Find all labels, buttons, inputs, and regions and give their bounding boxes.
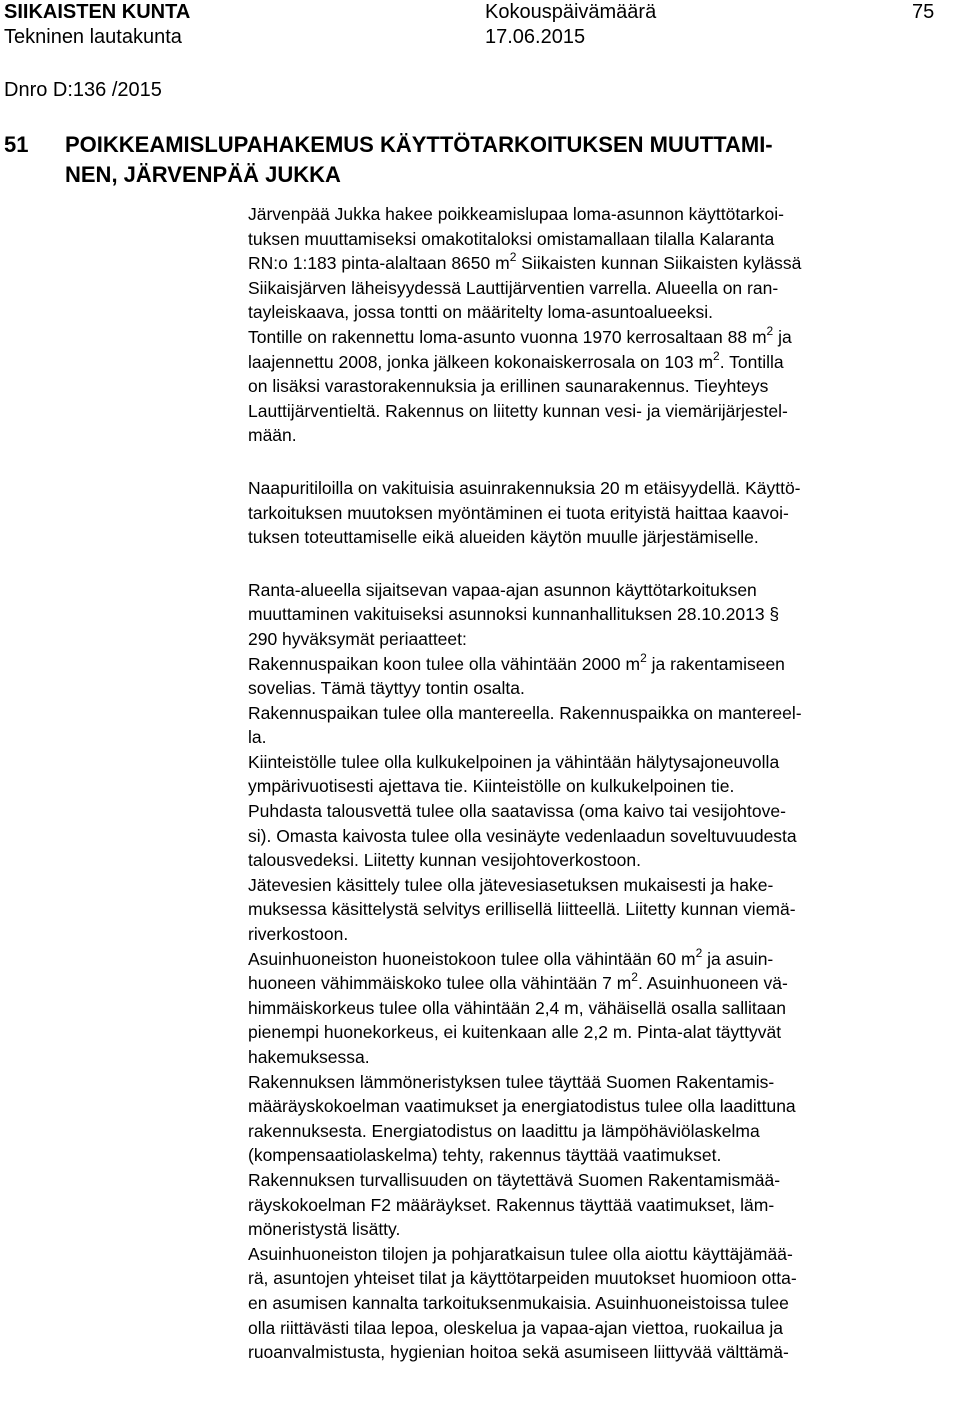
section-title-line: POIKKEAMISLUPAHAKEMUS KÄYTTÖTARKOITUKSEN MUUTTAMI-: [65, 132, 773, 157]
text-line: muuttaminen vakituiseksi asunnoksi kunnanhallituksen 28.10.2013 §: [248, 604, 780, 625]
section-title: [65, 130, 955, 190]
text-line: Jätevesien käsittely tulee olla jätevesiasetuksen mukaisesti ja hake-: [248, 874, 774, 895]
text-line: ympärivuotisesti ajettava tie. Kiinteistölle on kulkukelpoinen tie.: [248, 776, 735, 797]
text-line: mään.: [248, 425, 297, 446]
text-line: Lauttijärventieltä. Rakennus on liitetty kunnan vesi- ja viemärijärjestel-: [248, 400, 788, 421]
text-line: rä, asuntojen yhteiset tilat ja käyttötarpeiden muutokset huomioon otta-: [248, 1268, 797, 1289]
paragraph: [248, 578, 960, 1365]
text-line: tarkoituksen muutoksen myöntäminen ei tuota erityistä haittaa kaavoi-: [248, 502, 789, 523]
superscript: 2: [640, 650, 647, 665]
text-line: riverkostoon.: [248, 924, 349, 945]
text-line: talousvedeksi. Liitetty kunnan vesijohtoverkostoon.: [248, 850, 642, 871]
text-line: Rakennuspaikan koon tulee olla vähintään 2000 $m^2$ ja rakentamiseen: [248, 650, 785, 674]
document-body: [248, 202, 960, 1393]
text-line: tayleiskaava, jossa tontti on määritelty loma-asuntoalueeksi.: [248, 302, 713, 323]
text-line: Järvenpää Jukka hakee poikkeamislupaa loma-asunnon käyttötarkoi-: [248, 204, 784, 224]
text-line: si). Omasta kaivosta tulee olla vesinäyte vedenlaadun soveltuvuudesta: [248, 825, 797, 846]
superscript: 2: [766, 324, 774, 339]
text-line: on lisäksi varastorakennuksia ja erillinen saunarakennus. Tieyhteys: [248, 376, 769, 397]
text-line: la.: [248, 727, 267, 748]
section-number: 51: [4, 132, 29, 157]
text-line: 290 hyväksymät periaatteet:: [248, 628, 467, 649]
text-line: huoneen vähimmäiskoko tulee olla vähintään 7 $m^2$. Asuinhuoneen vä-: [248, 970, 788, 994]
text-line: muksessa käsittelystä selvitys erillisellä liitteellä. Liitetty kunnan viemä-: [248, 899, 796, 920]
text-line: pienempi huonekorkeus, ei kuitenkaan alle 2,2 m. Pinta-alat täyttyvät: [248, 1022, 782, 1043]
text-line: sovelias. Tämä täyttyy tontin osalta.: [248, 678, 525, 699]
text-line: en asumisen kannalta tarkoituksenmukaisia. Asuinhuoneistoissa tulee: [248, 1292, 789, 1313]
superscript: 2: [631, 970, 638, 985]
text-line: himmäiskorkeus tulee olla vähintään 2,4 m, vähäisellä osalla sallitaan: [248, 997, 786, 1018]
text-line: Siikaisjärven läheisyydessä Lauttijärventien varrella. Alueella on ran-: [248, 277, 779, 298]
meeting-date-label: Kokouspäivämäärä: [485, 1, 657, 23]
board-name: Tekninen lautakunta: [4, 26, 182, 48]
text-line: Asuinhuoneiston tilojen ja pohjaratkaisun tulee olla aiottu käyttäjämää-: [248, 1243, 793, 1264]
text-line: Tontille on rakennettu loma-asunto vuonna 1970 kerrosaltaan 88 $m^2$ ja: [248, 324, 792, 347]
text-line: RN:o 1:183 pinta-alaltaan 8650 $m^2$ Siikaisten kunnan Siikaisten kylässä: [248, 250, 802, 274]
text-line: ruoanvalmistusta, hygienian hoitoa sekä asumiseen liittyvää välttämä-: [248, 1342, 789, 1363]
organization-name: SIIKAISTEN KUNTA: [4, 1, 191, 23]
text-line: Kiinteistölle tulee olla kulkukelpoinen ja vähintään hälytysajoneuvolla: [248, 751, 780, 772]
text-line: olla riittävästi tilaa lepoa, oleskelua ja vapaa-ajan viettoa, ruokailua ja: [248, 1317, 784, 1338]
paragraph: [248, 202, 960, 448]
text-line: (kompensaatiolaskelma) tehty, rakennus täyttää vaatimukset.: [248, 1145, 722, 1166]
paragraph: [248, 476, 960, 550]
text-line: määräyskokoelman vaatimukset ja energiatodistus tulee olla laadittuna: [248, 1096, 796, 1117]
record-number: Dnro D:136 /2015: [4, 79, 162, 101]
text-line: Rakennuksen turvallisuuden on täytettävä Suomen Rakentamismää-: [248, 1169, 781, 1190]
text-line: tuksen toteuttamiselle eikä alueiden käytön muulle järjestämiselle.: [248, 527, 759, 548]
text-line: möneristystä lisätty.: [248, 1219, 401, 1240]
superscript: 2: [509, 250, 517, 265]
meeting-date: 17.06.2015: [485, 26, 586, 48]
text-line: hakemuksessa.: [248, 1047, 370, 1067]
text-line: rakennuksesta. Energiatodistus on laadittu ja lämpöhäviölaskelma: [248, 1120, 760, 1141]
text-line: Rakennuspaikan tulee olla mantereella. Rakennuspaikka on mantereel-: [248, 702, 802, 723]
text-line: Puhdasta talousvettä tulee olla saatavissa (oma kaivo tai vesijohtove-: [248, 801, 786, 822]
text-line: laajennettu 2008, jonka jälkeen kokonaiskerrosala on 103 $m^2$. Tontilla: [248, 348, 784, 372]
section-title-line: NEN, JÄRVENPÄÄ JUKKA: [65, 162, 341, 187]
text-line: tuksen muuttamiseksi omakotitaloksi omistamallaan tilalla Kalaranta: [248, 228, 775, 249]
superscript: 2: [713, 348, 720, 363]
text-line: räyskokoelman F2 määräykset. Rakennus täyttää vaatimukset, läm-: [248, 1194, 775, 1215]
text-line: Asuinhuoneiston huoneistokoon tulee olla vähintään 60 $m^2$ ja asuin-: [248, 945, 774, 969]
page-number: 75: [912, 1, 935, 23]
text-line: Ranta-alueella sijaitsevan vapaa-ajan asunnon käyttötarkoituksen: [248, 579, 757, 600]
text-line: Naapuritiloilla on vakituisia asuinrakennuksia 20 m etäisyydellä. Käyttö-: [248, 477, 801, 498]
text-line: Rakennuksen lämmöneristyksen tulee täyttää Suomen Rakentamis-: [248, 1071, 775, 1092]
superscript: 2: [695, 945, 703, 960]
